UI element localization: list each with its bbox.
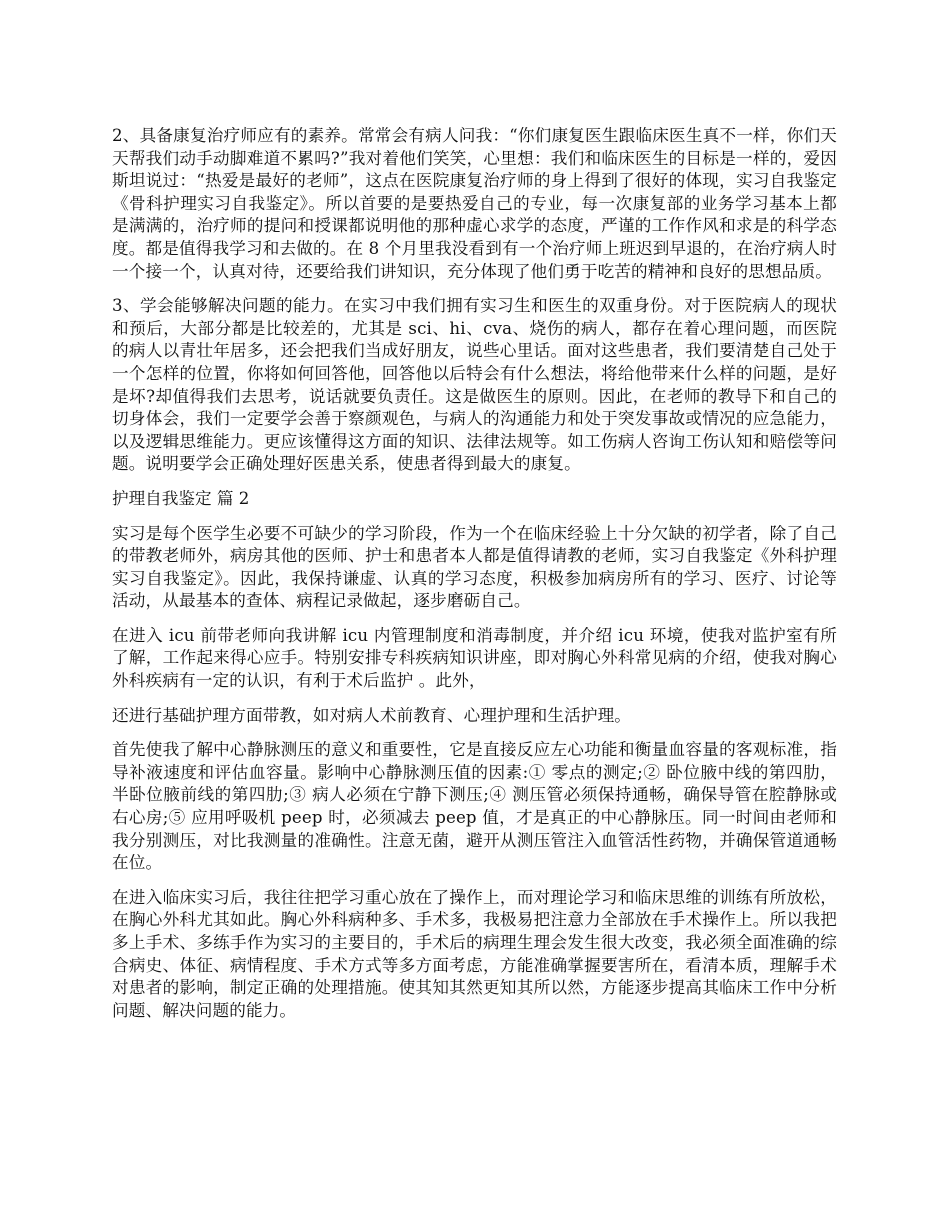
paragraph-clinical-practice: 在进入临床实习后，我往往把学习重心放在了操作上，而对理论学习和临床思维的训练有所放松，在胸心外科尤其如此。胸心外科病种多、手术多，我极易把注意力全部放在手术操作上。所以我把多上手术、多练手作为实习的主要目的，手术后的病理生理会发生很大改变，我必须全面准确的综合病史、体征、病情程度、手术方式等多方面考虑，方能准确掌握要害所在，看清本质，理解手术对患者的影响，制定正确的处理措施。使其知其然更知其所以然，方能逐步提高其临床工作中分析问题、解决问题的能力。 [112, 887, 837, 1020]
section-heading: 护理自我鉴定 篇 2 [112, 488, 250, 508]
paragraph-problem-solving: 3、学会能够解决问题的能力。在实习中我们拥有实习生和医生的双重身份。对于医院病人的现状和预后，大部分都是比较差的，尤其是 sci、hi、cva、烧伤的病人，都存在着心理问题，而医院的病人以青壮年居多，还会把我们当成好朋友，说些心里话。面对这些患者，我们要清楚自己处于一个怎样的位置，你将如何回答他，回答他以后特会有什么想法，将给他带来什么样的问题，是好是坏?却值得我们去思考，说话就要负责任。这是做医生的原则。因此，在老师的教导下和自己的切身体会，我们一定要学会善于察颜观色，与病人的沟通能力和处于突发事故或情况的应急能力，以及逻辑思维能力。更应该懂得这方面的知识、法律法规等。如工伤病人咨询工伤认知和赔偿等问题。说明要学会正确处理好医患关系，使患者得到最大的康复。 [112, 296, 837, 474]
paragraph-internship-intro: 实习是每个医学生必要不可缺少的学习阶段，作为一个在临床经验上十分欠缺的初学者，除了自己的带教老师外，病房其他的医师、护士和患者本人都是值得请教的老师，实习自我鉴定《外科护理实习自我鉴定》。因此，我保持谦虚、认真的学习态度，积极参加病房所有的学习、医疗、讨论等活动，从最基本的查体、病程记录做起，逐步磨砺自己。 [112, 523, 837, 611]
document-page [112, 125, 837, 1034]
paragraph-basic-care: 还进行基础护理方面带教，如对病人术前教育、心理护理和生活护理。 [112, 705, 632, 725]
paragraph-icu-intro: 在进入 icu 前带老师向我讲解 icu 内管理制度和消毒制度，并介绍 icu 环境，使我对监护室有所了解，工作起来得心应手。特别安排专科疾病知识讲座，即对胸心外科常见病的介绍，使我对胸心外科疾病有一定的认识，有利于术后监护 。此外， [112, 625, 837, 691]
paragraph-rehab-qualities: 2、具备康复治疗师应有的素养。常常会有病人问我：“你们康复医生跟临床医生真不一样，你们天天帮我们动手动脚难道不累吗?”我对着他们笑笑，心里想：我们和临床医生的目标是一样的，爱因斯坦说过：“热爱是最好的老师”，这点在医院康复治疗师的身上得到了很好的体现，实习自我鉴定《骨科护理实习自我鉴定》。所以首要的是要热爱自己的专业，每一次康复部的业务学习基本上都是满满的，治疗师的提问和授课都说明他的那种虚心求学的态度，严谨的工作作风和求是的科学态度。都是值得我学习和去做的。在 8 个月里我没看到有一个治疗师上班迟到早退的，在治疗病人时一个接一个，认真对待，还要给我们讲知识，充分体现了他们勇于吃苦的精神和良好的思想品质。 [112, 126, 837, 281]
paragraph-cvp: 首先使我了解中心静脉测压的意义和重要性，它是直接反应左心功能和衡量血容量的客观标准，指导补液速度和评估血容量。影响中心静脉测压值的因素:① 零点的测定;② 卧位腋中线的第四肋，半卧位腋前线的第四肋;③ 病人必须在宁静下测压;④ 测压管必须保持通畅，确保导管在腔静脉或右心房;⑤ 应用呼吸机 peep 时，必须减去 peep 值，才是真正的中心静脉压。同一时间由老师和我分别测压，对比我测量的准确性。注意无菌，避开从测压管注入血管活性药物，并确保管道通畅在位。 [112, 740, 837, 873]
